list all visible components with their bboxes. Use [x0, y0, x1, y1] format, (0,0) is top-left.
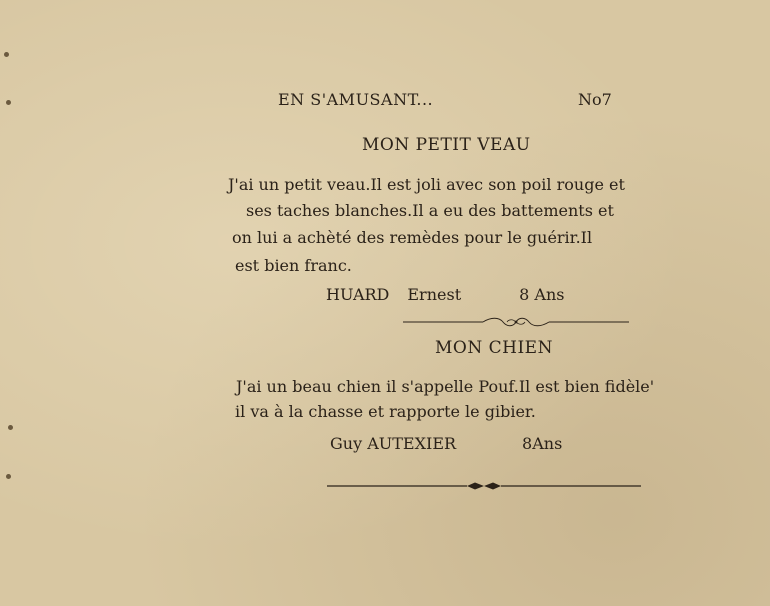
story-line: on lui a achèté des remèdes pour le guérir.Il	[232, 228, 593, 247]
story-line: J'ai un petit veau.Il est joli avec son poil rouge et	[228, 175, 625, 194]
binding-hole	[4, 52, 9, 57]
binding-hole	[6, 100, 11, 105]
binding-hole	[6, 474, 11, 479]
issue-number: No7	[578, 90, 612, 109]
story-line: est bien franc.	[235, 256, 352, 275]
author-name: Guy AUTEXIER	[330, 434, 457, 453]
story-title-veau: MON PETIT VEAU	[362, 135, 531, 155]
author-last-name: HUARD	[326, 285, 390, 304]
series-heading: EN S'AMUSANT...	[278, 90, 434, 109]
story-line: J'ai un beau chien il s'appelle Pouf.Il est bien fidèle'	[236, 377, 655, 396]
ornamental-divider	[403, 316, 629, 328]
author-first-name: Ernest	[407, 285, 462, 304]
story-title-chien: MON CHIEN	[435, 338, 553, 358]
binding-hole	[8, 425, 13, 430]
story-line: ses taches blanches.Il a eu des battements et	[246, 201, 614, 220]
story-line: il va à la chasse et rapporte le gibier.	[235, 402, 536, 421]
author-age: 8 Ans	[519, 285, 565, 304]
closing-divider	[327, 481, 641, 491]
story-author-chien	[330, 436, 562, 452]
story-author-veau	[326, 287, 564, 303]
author-age: 8Ans	[522, 434, 563, 453]
